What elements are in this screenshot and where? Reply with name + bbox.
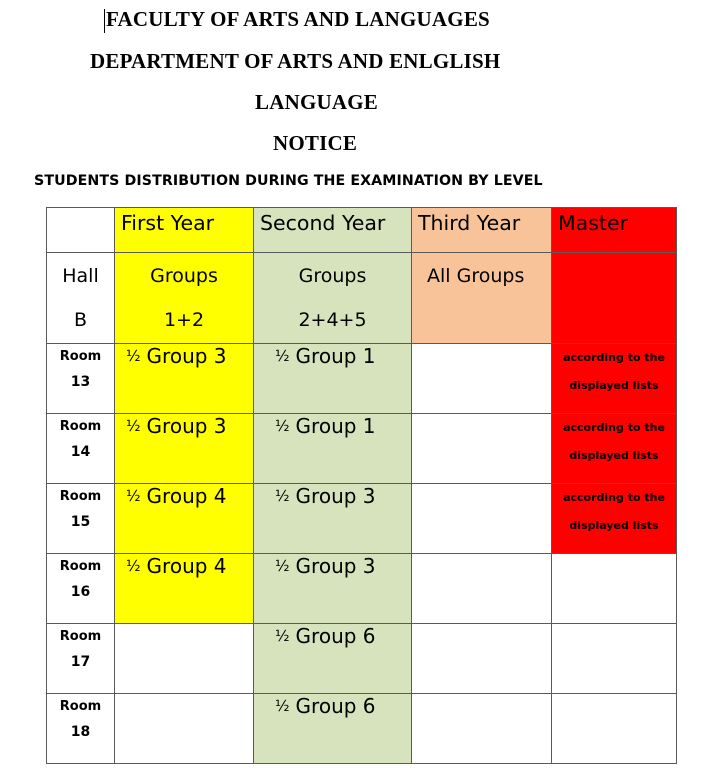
group-assignment: Group 6	[295, 694, 376, 718]
master-cell	[552, 554, 677, 624]
first-year-groups-value: 1+2	[163, 309, 205, 331]
room-number: 18	[70, 724, 91, 740]
half-fraction-symbol: ½	[275, 347, 290, 365]
master-cell	[552, 624, 677, 694]
second-year-cell	[254, 624, 412, 694]
half-fraction-symbol: ½	[275, 627, 290, 645]
hall-cell	[47, 253, 115, 344]
half-fraction-symbol: ½	[126, 417, 141, 435]
second-year-cell	[254, 554, 412, 624]
first-year-groups-label: Groups	[150, 265, 218, 287]
column-header-master: Master	[552, 208, 677, 253]
half-fraction-symbol: ½	[126, 347, 141, 365]
column-header-first-year: First Year	[115, 208, 254, 253]
master-cell: according to the displayed lists	[552, 484, 677, 554]
group-assignment: Group 3	[146, 414, 227, 438]
table-row	[47, 484, 677, 554]
first-year-cell	[115, 414, 254, 484]
group-assignment: Group 3	[146, 344, 227, 368]
third-year-cell	[412, 624, 552, 694]
second-year-cell	[254, 414, 412, 484]
group-assignment: Group 4	[146, 554, 227, 578]
group-assignment: Group 1	[295, 414, 376, 438]
room-number: 13	[70, 374, 91, 390]
distribution-table	[46, 207, 677, 764]
third-year-cell	[412, 414, 552, 484]
half-fraction-symbol: ½	[275, 487, 290, 505]
second-year-cell	[254, 484, 412, 554]
room-cell	[47, 344, 115, 414]
first-year-cell	[115, 554, 254, 624]
department-title: DEPARTMENT OF ARTS AND ENLGLISH	[90, 49, 501, 73]
half-fraction-symbol: ½	[275, 557, 290, 575]
third-year-cell	[412, 344, 552, 414]
distribution-subtitle: STUDENTS DISTRIBUTION DURING THE EXAMINATION BY LEVEL	[34, 173, 543, 189]
second-year-groups-value: 2+4+5	[298, 309, 367, 331]
group-assignment: Group 4	[146, 484, 227, 508]
table-row	[47, 414, 677, 484]
room-number: 14	[70, 444, 91, 460]
third-year-groups-cell: All Groups	[412, 253, 552, 344]
table-row	[47, 344, 677, 414]
third-year-cell	[412, 694, 552, 764]
column-header-second-year: Second Year	[254, 208, 412, 253]
first-year-cell	[115, 484, 254, 554]
room-label: Room	[59, 559, 102, 574]
room-label: Room	[59, 699, 102, 714]
half-fraction-symbol: ½	[275, 697, 290, 715]
table-row	[47, 624, 677, 694]
half-fraction-symbol: ½	[126, 487, 141, 505]
faculty-title: FACULTY OF ARTS AND LANGUAGES	[106, 7, 490, 31]
first-year-cell	[115, 694, 254, 764]
group-assignment: Group 3	[295, 484, 376, 508]
group-assignment: Group 1	[295, 344, 376, 368]
third-year-cell	[412, 554, 552, 624]
room-cell	[47, 484, 115, 554]
table-row	[47, 554, 677, 624]
room-number: 17	[70, 654, 91, 670]
groups-row	[47, 253, 677, 344]
half-fraction-symbol: ½	[275, 417, 290, 435]
group-assignment: Group 6	[295, 624, 376, 648]
room-label: Room	[59, 629, 102, 644]
room-label: Room	[59, 349, 102, 364]
text-cursor	[104, 9, 105, 33]
table-row	[47, 694, 677, 764]
second-year-cell	[254, 344, 412, 414]
room-number: 15	[70, 514, 91, 530]
first-year-groups-cell	[115, 253, 254, 344]
first-year-cell	[115, 344, 254, 414]
second-year-cell	[254, 694, 412, 764]
room-label: Room	[59, 489, 102, 504]
master-cell	[552, 694, 677, 764]
notice-heading: NOTICE	[273, 131, 358, 155]
header-corner-cell	[47, 208, 115, 253]
room-cell	[47, 624, 115, 694]
room-number: 16	[70, 584, 91, 600]
department-title-continued: LANGUAGE	[255, 90, 378, 114]
room-cell	[47, 414, 115, 484]
room-cell	[47, 554, 115, 624]
hall-value: B	[73, 309, 88, 331]
room-label: Room	[59, 419, 102, 434]
hall-label: Hall	[62, 265, 99, 287]
half-fraction-symbol: ½	[126, 557, 141, 575]
third-year-cell	[412, 484, 552, 554]
master-cell: according to the displayed lists	[552, 344, 677, 414]
group-assignment: Group 3	[295, 554, 376, 578]
second-year-groups-cell	[254, 253, 412, 344]
second-year-groups-label: Groups	[298, 265, 367, 287]
table-header-row	[47, 208, 677, 253]
column-header-third-year: Third Year	[412, 208, 552, 253]
room-cell	[47, 694, 115, 764]
master-groups-cell	[552, 253, 677, 344]
master-cell: according to the displayed lists	[552, 414, 677, 484]
first-year-cell	[115, 624, 254, 694]
